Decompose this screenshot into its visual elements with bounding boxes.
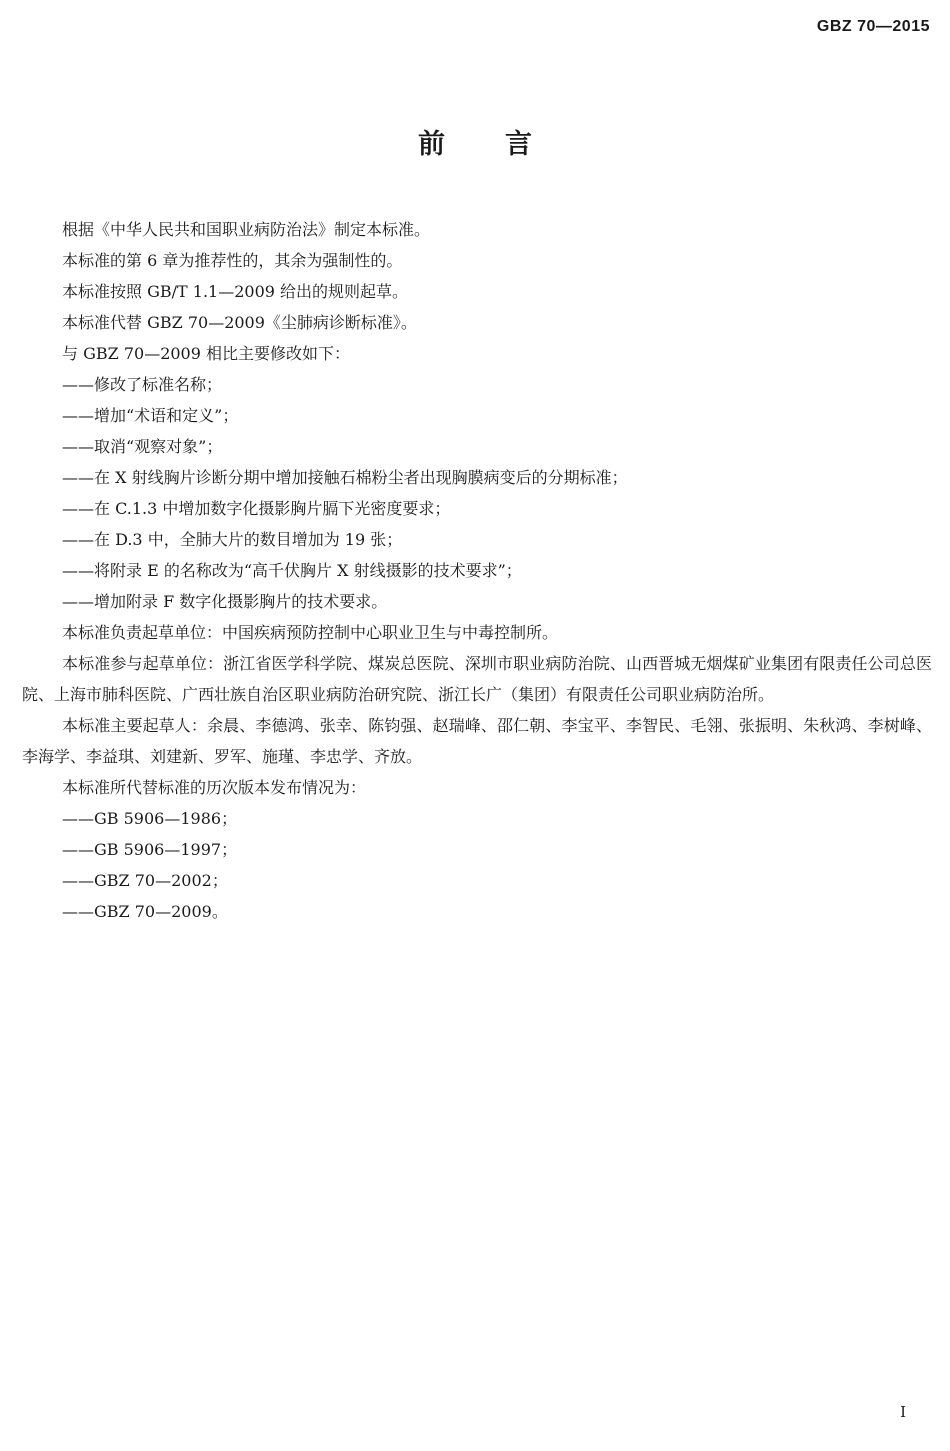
list-item: ——在 X 射线胸片诊断分期中增加接触石棉粉尘者出现胸膜病变后的分期标准； [62, 468, 628, 487]
list-item: ——GBZ 70—2009。 [62, 902, 228, 921]
list-item: ——GBZ 70—2002； [62, 871, 228, 890]
list-item: ——GB 5906—1997； [62, 840, 238, 859]
list-item: ——将附录 E 的名称改为“高千伏胸片 X 射线摄影的技术要求”； [62, 561, 522, 580]
paragraph: 与 GBZ 70—2009 相比主要修改如下： [62, 344, 350, 363]
list-item: ——在 D.3 中，全肺大片的数目增加为 19 张； [62, 530, 403, 549]
paragraph: 根据《中华人民共和国职业病防治法》制定本标准。 [62, 220, 431, 239]
page-title: 前言 [418, 129, 592, 160]
list-item: ——在 C.1.3 中增加数字化摄影胸片膈下光密度要求； [62, 499, 451, 518]
list-item: ——修改了标准名称； [62, 375, 223, 394]
foreword-body [22, 214, 932, 927]
paragraph: 本标准主要起草人：余晨、李德鸿、张幸、陈钧强、赵瑞峰、邵仁朝、李宝平、李智民、毛翎、张振明、朱秋鸿、李树峰、李海学、李益琪、刘建新、罗军、施瑾、李忠学、齐放。 [22, 716, 932, 766]
paragraph: 本标准的第 6 章为推荐性的，其余为强制性的。 [62, 251, 403, 270]
paragraph: 本标准参与起草单位：浙江省医学科学院、煤炭总医院、深圳市职业病防治院、山西晋城无烟煤矿业集团有限责任公司总医院、上海市肺科医院、广西壮族自治区职业病防治研究院、浙江长广（集团）有限责任公司职业病防治所。 [22, 654, 932, 704]
paragraph: 本标准所代替标准的历次版本发布情况为： [62, 778, 367, 797]
list-item: ——增加“术语和定义”； [62, 406, 239, 425]
page-number: I [900, 1403, 906, 1421]
list-item: ——增加附录 F 数字化摄影胸片的技术要求。 [62, 592, 388, 611]
paragraph: 本标准负责起草单位：中国疾病预防控制中心职业卫生与中毒控制所。 [62, 623, 559, 642]
standard-code: GBZ 70—2015 [816, 18, 930, 35]
paragraph: 本标准代替 GBZ 70—2009《尘肺病诊断标准》。 [62, 313, 417, 332]
list-item: ——取消“观察对象”； [62, 437, 223, 456]
list-item: ——GB 5906—1986； [62, 809, 238, 828]
paragraph: 本标准按照 GB/T 1.1—2009 给出的规则起草。 [62, 282, 409, 301]
